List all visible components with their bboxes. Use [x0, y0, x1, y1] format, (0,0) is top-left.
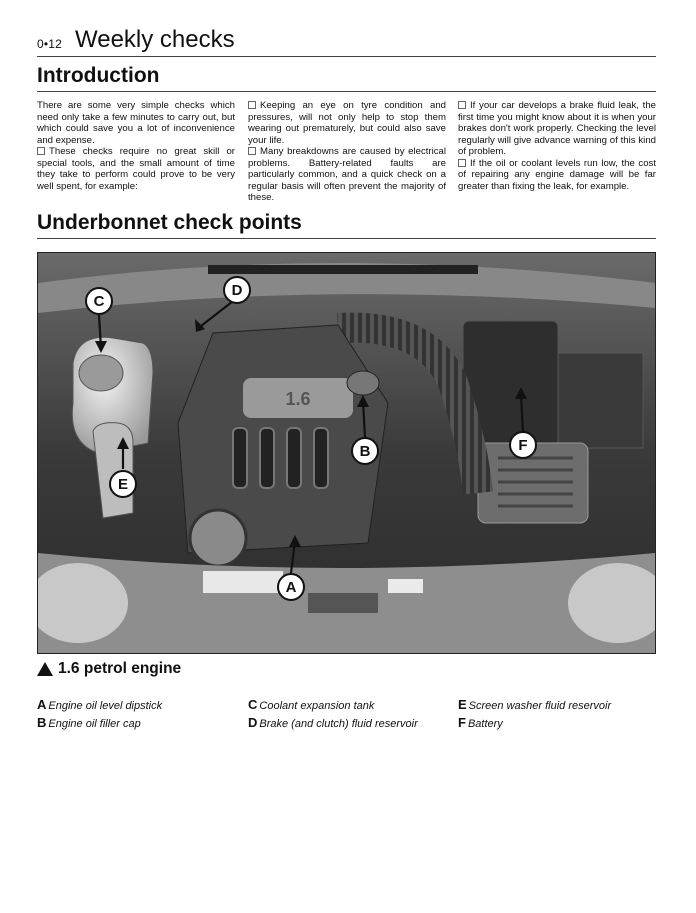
- intro-paragraph: Keeping an eye on tyre condition and pressures, will not only help to stop them wearing out prematurely, but could also save your life.: [248, 100, 446, 146]
- callout-e: E: [117, 476, 129, 493]
- checkbox-bullet-icon: [37, 147, 45, 155]
- checkbox-bullet-icon: [248, 101, 256, 109]
- engine-bay-photo: [37, 252, 656, 654]
- caption-text: 1.6 petrol engine: [58, 660, 182, 677]
- callout-d: D: [231, 282, 243, 299]
- callout-f: F: [518, 437, 528, 454]
- intro-paragraph: If the oil or coolant levels run low, the cost of repairing any engine damage will be far greater than fixing the leak, for example.: [458, 157, 656, 192]
- legend-item-a: A Engine oil level dipstick: [37, 697, 163, 712]
- callout-c: C: [93, 293, 105, 310]
- legend-item-f: F Battery: [458, 715, 503, 730]
- checkbox-bullet-icon: [248, 147, 256, 155]
- intro-paragraph: Many breakdowns are caused by electrical problems. Battery-related faults are particularly common, and a quick check on a regular basis will often prevent the majority of these.: [248, 146, 446, 203]
- legend-item-e: E Screen washer fluid reservoir: [458, 697, 612, 712]
- intro-paragraph: These checks require no great skill or special tools, and the small amount of time they take to perform could prove to be very well spent, for example:: [37, 146, 235, 192]
- legend-item-b: B Engine oil filler cap: [37, 715, 141, 730]
- callout-b: B: [359, 443, 371, 460]
- legend-item-d: D Brake (and clutch) fluid reservoir: [248, 715, 418, 730]
- engine-cover-text: 1.6: [285, 389, 311, 409]
- introduction-heading: Introduction: [37, 64, 656, 92]
- intro-column-3: [458, 100, 656, 192]
- intro-paragraph: There are some very simple checks which need only take a few minutes to carry out, but which could save you a lot of inconvenience and expense.: [37, 100, 235, 146]
- page-header: [37, 26, 656, 57]
- triangle-up-icon: [37, 662, 53, 676]
- underbonnet-heading: Underbonnet check points: [37, 211, 656, 239]
- photo-caption: [37, 659, 181, 679]
- callout-a: A: [285, 579, 297, 596]
- legend-item-c: C Coolant expansion tank: [248, 697, 375, 712]
- page-title: Weekly checks: [75, 26, 235, 53]
- intro-paragraph: If your car develops a brake fluid leak, the first time you might know about it is when your brakes don't work properly. Checking the level regularly will give advance warning of this kind of problem.: [458, 100, 656, 157]
- intro-column-1: [37, 100, 235, 192]
- page-number: 0•12: [37, 37, 63, 51]
- checkbox-bullet-icon: [458, 159, 466, 167]
- checkbox-bullet-icon: [458, 101, 466, 109]
- intro-column-2: [248, 100, 446, 204]
